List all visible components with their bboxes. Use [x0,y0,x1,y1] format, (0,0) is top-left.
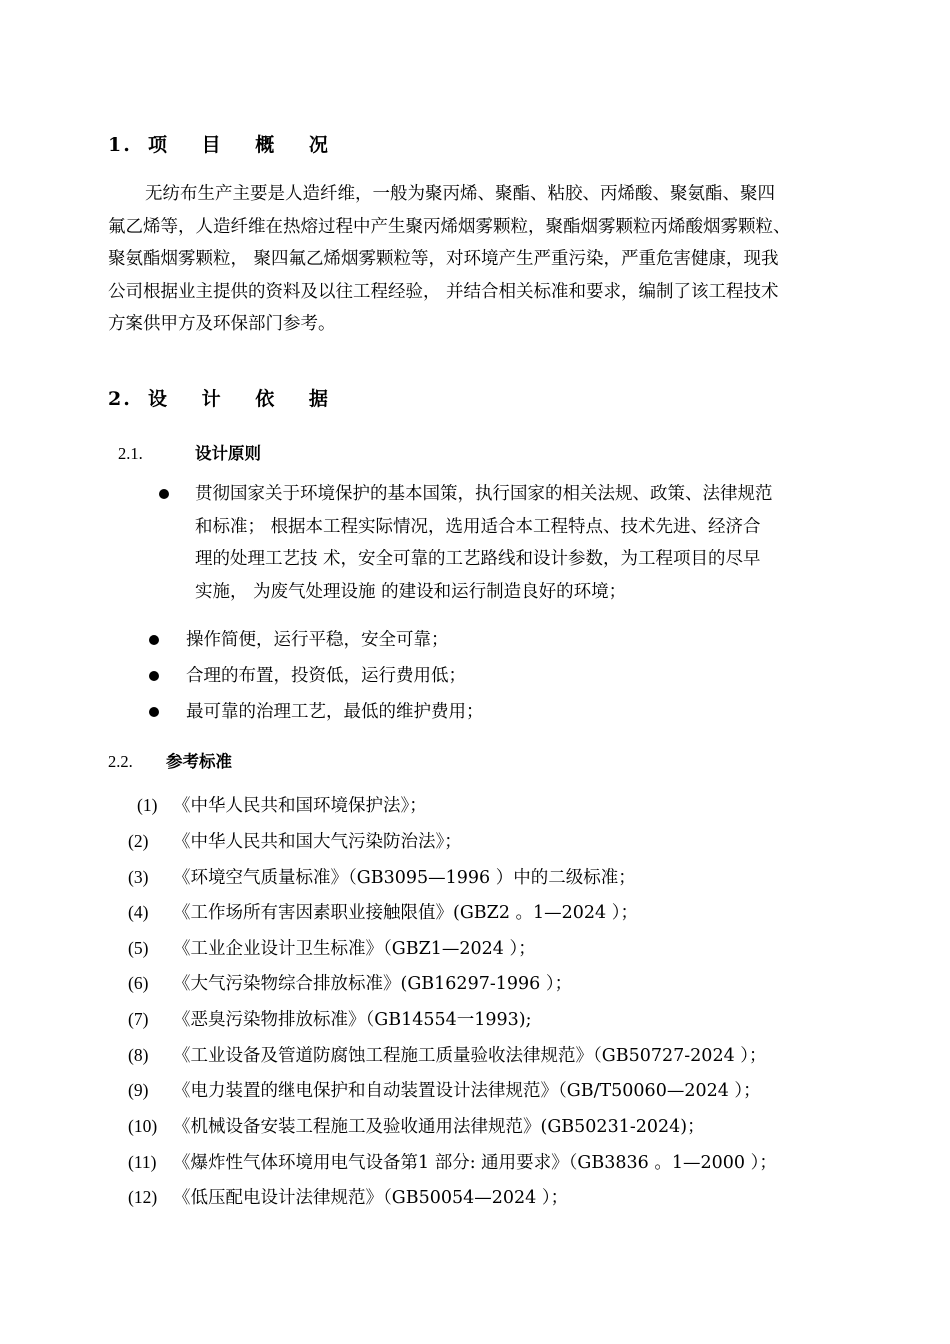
reference-number: (7) [128,1009,149,1029]
section-title: 设 计 依 据 [148,388,342,410]
bullet-line: 和标准； 根据本工程实际情况，选用适合本工程特点、技术先进、经济合 [195,516,761,537]
bullet-icon [149,707,159,717]
section-title: 项 目 概 况 [148,134,342,156]
section-heading-design-basis [108,384,342,411]
reference-item [128,970,572,995]
reference-text: 《工业设备及管道防腐蚀工程施工质量验收法律规范》（GB50727-2024 ）； [173,1046,767,1066]
reference-text: 《环境空气质量标准》（GB3095—1996 ）中的二级标准； [173,868,636,888]
subsection-heading-principles [118,440,261,464]
section-number: 1. [108,134,132,156]
reference-text: 《工业企业设计卫生标准》（GBZ1—2024 ）； [173,939,536,959]
reference-number: (2) [128,831,149,851]
reference-number: (6) [128,973,149,993]
bullet-icon [159,489,169,499]
reference-text: 《低压配电设计法律规范》（GB50054—2024 ）； [173,1188,569,1208]
subsection-heading-references [108,748,232,772]
reference-text: 《爆炸性气体环境用电气设备第1 部分: 通用要求》（GB3836 。1—2000 ）； [173,1153,777,1173]
reference-item [128,899,638,924]
reference-item [128,1006,532,1031]
reference-text: 《中华人民共和国大气污染防治法》； [173,832,462,852]
principle-main-bullet [195,478,850,608]
reference-item [128,935,536,960]
subsection-number: 2.2. [108,752,133,771]
reference-text: 《恶臭污染物排放标准》（GB14554一1993); [173,1010,532,1030]
section-heading-overview [108,130,342,157]
reference-number: (5) [128,938,149,958]
paragraph-line: 无纺布生产主要是人造纤维，一般为聚丙烯、聚酯、粘胶、丙烯酸、聚氨酯、聚四 [145,184,775,204]
principle-bullet: 最可靠的治理工艺，最低的维护费用； [186,702,484,722]
reference-item [128,1184,568,1209]
reference-number: (10) [128,1116,158,1136]
reference-number: (4) [128,902,149,922]
reference-number: (9) [128,1080,149,1100]
reference-text: 《中华人民共和国环境保护法》； [173,796,427,816]
subsection-title: 参考标准 [166,752,232,771]
reference-number: (11) [128,1152,157,1172]
reference-item [128,1149,777,1174]
reference-item [128,864,636,889]
reference-text: 《大气污染物综合排放标准》(GB16297-1996 ）； [173,974,573,994]
subsection-number: 2.1. [118,444,143,463]
reference-item [128,1113,705,1138]
bullet-line: 实施， 为废气处理设施 的建设和运行制造良好的环境； [195,581,627,602]
bullet-line: 贯彻国家关于环境保护的基本国策，执行国家的相关法规、政策、法律规范 [195,484,773,504]
reference-item [128,1077,761,1102]
principle-bullet: 操作简便，运行平稳，安全可靠； [186,630,449,650]
paragraph-line: 聚氨酯烟雾颗粒， 聚四氟乙烯烟雾颗粒等，对环境产生严重污染，严重危害健康，现我 [108,249,779,269]
reference-number: (1) [137,795,158,815]
bullet-icon [149,671,159,681]
reference-number: (12) [128,1187,158,1207]
bullet-line: 理的处理工艺技 术，安全可靠的工艺路线和设计参数，为工程项目的尽早 [195,549,761,569]
bullet-icon [149,635,159,645]
subsection-title: 设计原则 [195,444,261,463]
reference-text: 《工作场所有害因素职业接触限值》(GBZ2 。1—2024 ）； [173,903,639,923]
reference-item [137,792,427,817]
paragraph-line: 氟乙烯等，人造纤维在热熔过程中产生聚丙烯烟雾颗粒，聚酯烟雾颗粒丙烯酸烟雾颗粒、 [108,216,791,237]
reference-number: (8) [128,1045,149,1065]
reference-text: 《机械设备安装工程施工及验收通用法律规范》(GB50231-2024)； [173,1117,705,1137]
paragraph-line: 方案供甲方及环保部门参考。 [108,314,336,334]
principle-bullet: 合理的布置，投资低，运行费用低； [186,666,466,686]
reference-item [128,1042,767,1067]
section-number: 2. [108,388,132,410]
paragraph-line: 公司根据业主提供的资料及以往工程经验， 并结合相关标准和要求，编制了该工程技术 [108,281,779,302]
reference-number: (3) [128,867,149,887]
overview-paragraph [108,178,853,341]
reference-text: 《电力装置的继电保护和自动装置设计法律规范》（GB/T50060—2024 ）； [173,1081,761,1101]
reference-item [128,828,462,853]
